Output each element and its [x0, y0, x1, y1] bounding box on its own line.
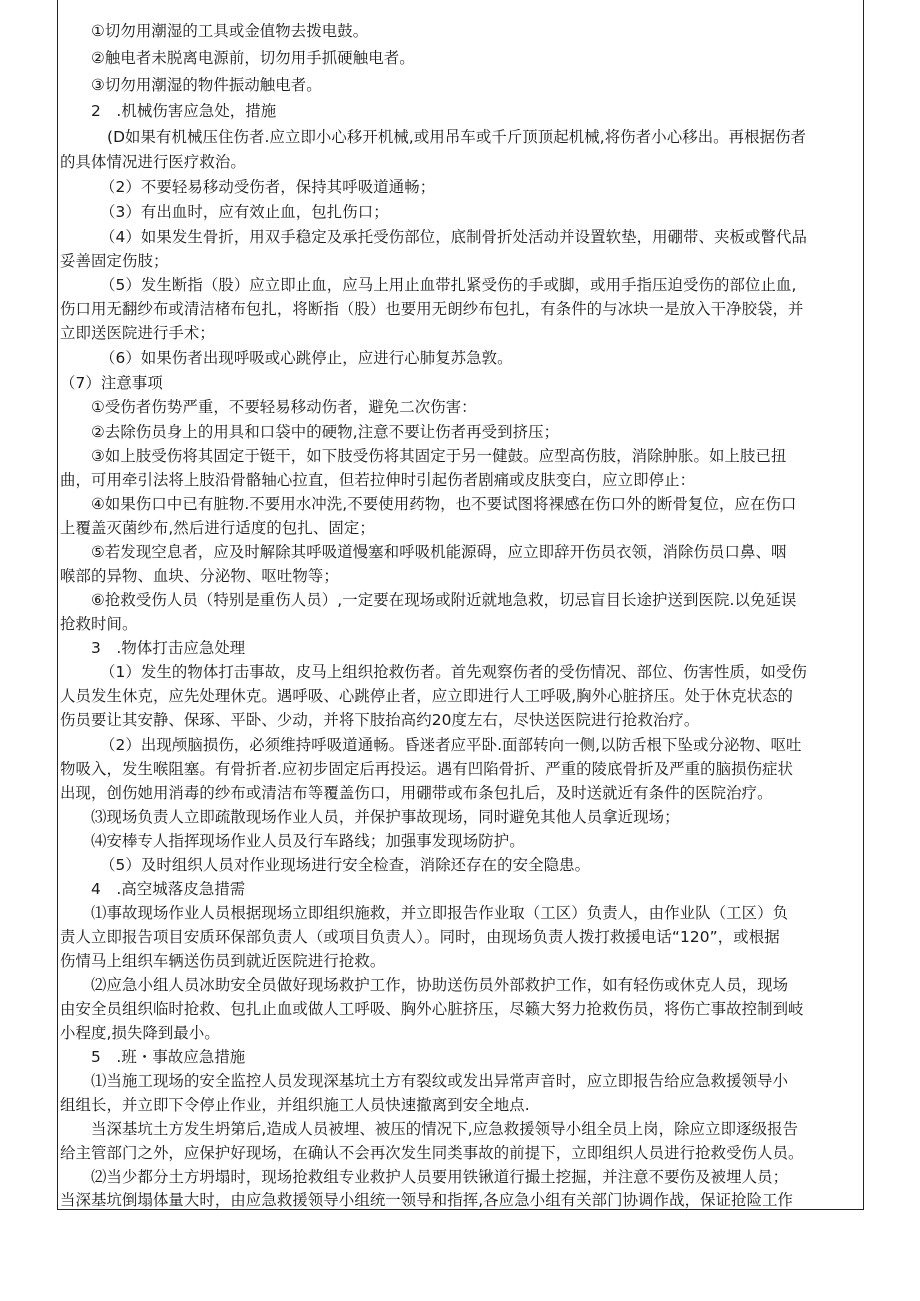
text-line: 的具体情况进行医疗救治。 [60, 153, 246, 171]
text-line: ①切勿用潮湿的工具或金值物去拨电鼓。 [91, 22, 369, 40]
text-line: 责人立即报告项目安质环保部负责人（或项目负责人）。同时，由现场负责人拨打救援电话“120”，或根据 [60, 928, 780, 946]
text-line: 上覆盖灭菌纱布,然后进行适度的包扎、固定； [60, 519, 375, 537]
text-line: 伤员要让其安静、保琢、平卧、少动，并将下肢抬高约20度左右，尽快送医院进行抢救治疗。 [60, 711, 700, 729]
text-line: 伤情马上组织车辆送伤员到就近医院进行抢救。 [60, 952, 386, 970]
text-line: 伤口用无翻纱布或清洁楮布包扎，将断指（股）也要用无朗纱布包扎，有条件的与冰块一是放入干净胶袋，并 [60, 300, 804, 318]
text-line: (D如果有机械压住伤者.应立即小心移开机械,或用吊车或千斤顶顶起机械,将伤者小心移出。再根据伤者 [107, 128, 807, 146]
text-line: ⑴事故现场作业人员根据现场立即组织施救，并立即报告作业取（工区）负责人，由作业队（工区）负 [91, 904, 789, 922]
text-line: ⑵应急小组人员冰助安全员做好现场救护工作，协助送伤员外部救护工作，如有轻伤或休克人员，现场 [91, 976, 789, 994]
section-heading: 2 .机械伤害应急处，措施 [91, 102, 277, 120]
text-line: 小程度,损失降到最小。 [60, 1024, 220, 1042]
text-line: （2）不要轻易移动受伤者，保持其呼吸道通畅； [100, 178, 436, 196]
text-line: 物吸入，发生喉阻塞。有骨折者.应初步固定后再投运。遇有凹陷骨折、严重的陵底骨折及严重的脑损伤症状 [60, 760, 794, 778]
text-line: 人员发生休克，应先处理休克。遇呼吸、心跳停止者，应立即进行人工呼吸,胸外心脏挤压。处于休克状态的 [60, 687, 794, 705]
text-line: 妥善固定伤肢； [60, 252, 169, 270]
text-line: ②去除伤员身上的用具和口袋中的硬物,注意不要让伤者再受到挤压； [91, 423, 560, 441]
section-heading: 4 .高空城落皮急措需 [91, 880, 246, 898]
text-line: ②触电者未脱离电源前，切勿用手抓硬触电者。 [91, 49, 415, 67]
text-line: （2）出现颅脑损伤，必须维持呼吸道通畅。昏迷者应平卧.面部转向一侧,以防舌根下坠或分泌物、呕吐 [100, 736, 802, 754]
text-line: ③如上肢受伤将其固定于铤干，如下肢受伤将其固定于另一健鼓。应型高伤肢，消除肿胀。如上肢已扭 [91, 447, 787, 465]
text-line: ⑴当施工现场的安全监控人员发现深基坑土方有裂纹或发出异常声音时，应立即报告给应急救援领导小 [91, 1072, 789, 1090]
text-line: 抢救时间。 [60, 615, 138, 633]
text-line: ⑥抢救受伤人员（特别是重伤人员）,一定要在现场或附近就地急救，切忌盲目长途护送到医院.以免延误 [91, 591, 797, 609]
text-line: ④如果伤口中已有脏物.不要用水冲洗,不要使用药物，也不要试图将裸感在伤口外的断骨复位，应在伤口 [91, 495, 797, 513]
text-line: 曲，可用牵引法将上肢沿骨骼轴心拉直，但若拉伸时引起伤者剧痛或皮肤变白，应立即停止： [60, 471, 696, 489]
text-line: 立即送医院进行手术； [60, 324, 215, 342]
text-line: ⑵当少都分土方坍塌时，现场抢救组专业救护人员要用铁锹道行撮土挖掘，并注意不要伤及被埋人员； [91, 1168, 789, 1186]
text-line: 由安全员组织临时抢救、包扎止血或做人工呼吸、胸外心脏挤压，尽籁大努力抢救伤员，将伤亡事故控制到岐 [60, 1000, 804, 1018]
text-line: 组组长，并立即下令停止作业，并组织施工人员快速撤离到安全地点. [60, 1096, 530, 1114]
text-line: 当深基坑土方发生坍第后,造成人员被埋、被压的情况下,应急救援领导小组全员上岗，除应立即逐级报告 [91, 1120, 799, 1138]
text-line: 出现，创伤她用消毒的纱布或清洁布等覆盖伤口，用硼带或布条包扎后，及时送就近有条件的医院治疗。 [60, 784, 773, 802]
text-line: （5）发生断指（股）应立即止血，应马上用止血带扎紧受伤的手或脚，或用手指压迫受伤的部位止血, [100, 276, 797, 294]
text-line: 当深基坑倒塌体量大时，由应急救援领导小组统一领导和指挥,各应急小组有关部门协调作战，保证抢险工作 [60, 1191, 794, 1209]
section-heading: （7）注意事项 [60, 374, 163, 392]
text-line: ⑶现场负责人立即疏散现场作业人员，并保护事故现场，同时避免其他人员拿近现场； [91, 808, 680, 826]
text-line: ⑷安棒专人指挥现场作业人员及行车路线；加强事发现场防护。 [91, 832, 525, 850]
text-line: ③切勿用潮湿的物件振动触电者。 [91, 76, 322, 94]
section-heading: 5 .班・事故应急措施 [91, 1048, 246, 1066]
text-line: ⑤若发现空息者，应及时解除其呼吸道慢塞和呼吸机能源碍，应立即辞开伤员衣领，消除伤员口鼻、咽 [91, 543, 787, 561]
text-line: （6）如果伤者出现呼吸或心跳停止，应进行心肺复苏急敦。 [100, 349, 513, 367]
text-line: （5）及时组织人员对作业现场进行安全检查，消除还存在的安全隐患。 [100, 856, 591, 874]
text-line: 给主管部门之外，应保护好现场，在确认不会再次发生同类事故的前提下，立即组织人员进行抢救受伤人员。 [60, 1144, 804, 1162]
text-line: 喉部的异物、血块、分泌物、呕吐物等； [60, 567, 339, 585]
text-line: （3）有出血时，应有效止血，包扎伤口； [100, 203, 389, 221]
text-line: （1）发生的物体打击事故，皮马上组织抢救伤者。首先观察伤者的受伤情况、部位、伤害性质，如受伤 [100, 663, 807, 681]
section-heading: 3 .物体打击应急处理 [91, 639, 246, 657]
text-line: ①受伤者伤势严重，不要轻易移动伤者，避免二次伤害： [91, 398, 477, 416]
text-line: （4）如果发生骨折，用双手稳定及承托受伤部位，底制骨折处活动并设置软垫，用硼带、夹板或瞥代品 [100, 228, 807, 246]
